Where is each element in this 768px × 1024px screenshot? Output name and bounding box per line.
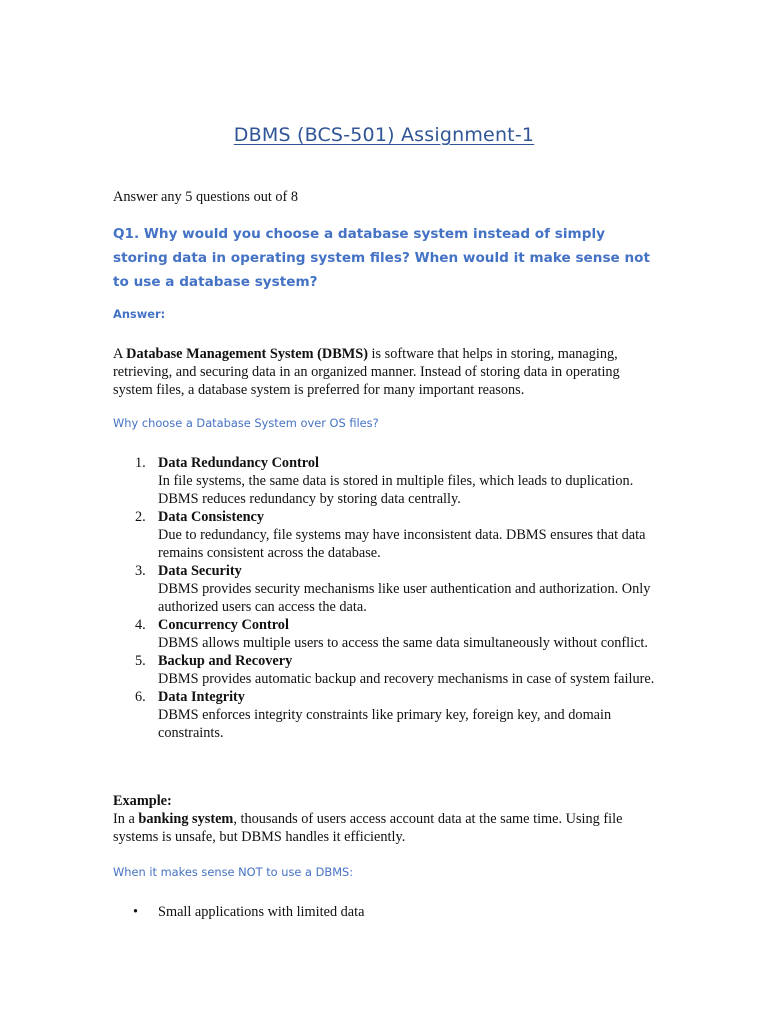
when-not-heading: When it makes sense NOT to use a DBMS:	[113, 865, 354, 879]
list-item-title: Concurrency Control	[158, 617, 289, 633]
example-rest: , thousands of users access account data at the same time. Using file systems is unsafe, but DBMS handles it efficiently.	[113, 811, 623, 845]
list-item	[113, 616, 658, 652]
instruction-text: Answer any 5 questions out of 8	[113, 189, 299, 205]
example-prefix: In a	[113, 811, 139, 827]
intro-paragraph	[113, 345, 658, 399]
answer-label: Answer:	[113, 307, 166, 321]
question-1-heading: Q1. Why would you choose a database system instead of simply storing data in operating system files? When would it make sense not to use a database system?	[113, 226, 650, 290]
intro-prefix: A	[113, 346, 127, 362]
list-item	[113, 652, 658, 688]
list-item-number: 5.	[135, 653, 146, 669]
example-label: Example:	[113, 793, 172, 809]
intro-bold-term: Database Management System (DBMS)	[126, 346, 368, 362]
document-title: DBMS (BCS-501) Assignment-1	[233, 124, 535, 146]
list-item	[113, 903, 364, 921]
list-item	[113, 562, 658, 616]
example-paragraph	[113, 810, 658, 846]
reasons-list	[113, 454, 658, 742]
not-use-list	[113, 903, 364, 921]
list-item-number: 4.	[135, 617, 146, 633]
list-item-text: Small applications with limited data	[158, 904, 365, 920]
list-item-number: 3.	[135, 563, 146, 579]
why-choose-heading: Why choose a Database System over OS files?	[113, 416, 379, 430]
list-item-title: Data Security	[158, 563, 242, 579]
list-item-title: Data Integrity	[158, 689, 245, 705]
list-item-description: DBMS enforces integrity constraints like primary key, foreign key, and domain constraints.	[158, 707, 612, 741]
bullet-icon: •	[133, 904, 139, 920]
list-item-description: Due to redundancy, file systems may have inconsistent data. DBMS ensures that data remains consistent across the database.	[158, 527, 646, 561]
list-item-title: Data Redundancy Control	[158, 455, 319, 471]
list-item	[113, 508, 658, 562]
intro-rest: is software that helps in storing, managing, retrieving, and securing data in an organized manner. Instead of storing data in operating system files, a database system is preferred for many important reasons.	[113, 346, 620, 398]
list-item-title: Backup and Recovery	[158, 653, 293, 669]
list-item	[113, 688, 658, 742]
list-item-description: DBMS provides security mechanisms like user authentication and authorization. Only authorized users can access the data.	[158, 581, 651, 615]
list-item-description: DBMS allows multiple users to access the same data simultaneously without conflict.	[158, 635, 648, 651]
list-item-number: 1.	[135, 455, 146, 471]
list-item-description: DBMS provides automatic backup and recovery mechanisms in case of system failure.	[158, 671, 655, 687]
list-item-number: 2.	[135, 509, 146, 525]
list-item-description: In file systems, the same data is stored in multiple files, which leads to duplication. DBMS reduces redundancy by storing data centrally.	[158, 473, 634, 507]
list-item-number: 6.	[135, 689, 146, 705]
list-item	[113, 454, 658, 508]
example-bold-term: banking system	[138, 811, 234, 827]
list-item-title: Data Consistency	[158, 509, 265, 525]
